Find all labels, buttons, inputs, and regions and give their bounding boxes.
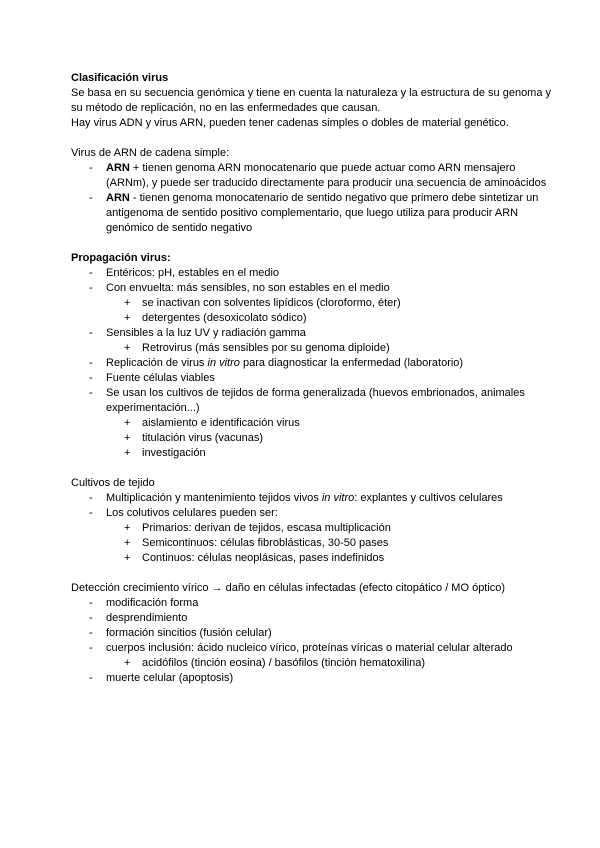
text-run: Clasificación virus [71,72,169,84]
line-text [106,611,555,626]
bullet-marker: - [89,357,93,369]
line-text [106,491,555,506]
bullet-item-level1 [71,386,555,416]
bullet-marker: + [124,552,131,564]
bullet-marker: - [89,267,93,279]
text-run: Con envuelta: más sensibles, no son estables en el medio [106,282,390,294]
bullet-item-level1 [71,266,555,281]
text-run: ARN [106,162,130,174]
text-run: Semicontinuos: células fibroblásticas, 30-50 pases [142,537,389,549]
text-run: in vitro [207,357,240,369]
text-run: in vitro [321,492,355,504]
line-text [106,356,555,371]
bullet-marker: + [124,432,131,444]
text-run: Detección crecimiento vírico → daño en células infectadas (efecto citopático / MO óptico) [71,582,506,594]
bullet-item-level2 [71,656,555,671]
bullet-item-level1 [71,671,555,686]
line-text [142,296,555,311]
heading-text [71,252,171,264]
line-text [142,536,555,551]
text-run: aislamiento e identificación virus [142,417,300,429]
line-text [71,147,229,159]
blank-line [71,461,555,476]
line-text [106,626,555,641]
bullet-item-level1 [71,326,555,341]
bullet-marker: - [89,492,93,504]
text-run: titulación virus (vacunas) [142,432,264,444]
line-text [106,191,555,236]
text-run: Propagación virus: [71,252,171,264]
paragraph [71,581,555,596]
line-text [71,117,509,129]
text-run: Entéricos: pH, estables en el medio [106,267,280,279]
bullet-item-level1 [71,641,555,656]
text-run: detergentes (desoxicolato sódico) [142,312,307,324]
text-run: desprendimiento [106,612,188,624]
text-run: Los colutivos celulares pueden ser: [106,507,278,519]
text-run: Se usan los cultivos de tejidos de forma generalizada (huevos embrionados, animales experimentación...) [106,387,525,414]
blank-line [71,131,555,146]
line-text [142,521,555,536]
text-run: acidófilos (tinción eosina) / basófilos (tinción hematoxilina) [142,657,426,669]
bullet-marker: + [124,537,131,549]
bullet-item-level2 [71,551,555,566]
line-text [106,386,555,416]
paragraph [71,116,555,131]
bullet-marker: + [124,657,131,669]
bullet-item-level2 [71,521,555,536]
text-run: Se basa en su secuencia genómica y tiene en cuenta la naturaleza y la estructura de su genoma y su método de replicación, no en las enfermedades que causan. [71,87,552,114]
text-run: Continuos: células neoplásicas, pases indefinidos [142,552,385,564]
bullet-item-level1 [71,506,555,521]
section-heading [71,251,555,266]
bullet-item-level1 [71,491,555,506]
text-run: cuerpos inclusión: ácido nucleico vírico, proteínas víricas o material celular alterado [106,642,513,654]
text-run: se inactivan con solventes lipídicos (cloroformo, éter) [142,297,401,309]
line-text [142,656,555,671]
text-run: formación sincitios (fusión celular) [106,627,272,639]
text-run: Primarios: derivan de tejidos, escasa multiplicación [142,522,391,534]
bullet-marker: + [124,522,131,534]
line-text [142,551,555,566]
text-run: Retrovirus (más sensibles por su genoma diploide) [142,342,390,354]
bullet-item-level1 [71,371,555,386]
bullet-item-level1 [71,281,555,296]
bullet-item-level1 [71,356,555,371]
bullet-marker: + [124,342,131,354]
text-run: - tienen genoma monocatenario de sentido negativo que primero debe sintetizar un antigenoma de sentido positivo complementario, que luego utiliza para producir ARN genómico de sentido negativo [106,192,539,234]
bullet-marker: - [89,327,93,339]
bullet-item-level2 [71,536,555,551]
bullet-marker: + [124,447,131,459]
line-text [71,477,155,489]
bullet-item-level2 [71,416,555,431]
text-run: muerte celular (apoptosis) [106,672,234,684]
line-text [106,371,555,386]
line-text [142,311,555,326]
text-run: Hay virus ADN y virus ARN, pueden tener cadenas simples o dobles de material genético. [71,117,509,129]
line-text [71,87,551,114]
bullet-item-level2 [71,446,555,461]
bullet-marker: - [89,672,93,684]
bullet-item-level2 [71,296,555,311]
bullet-item-level1 [71,161,555,191]
text-run: Cultivos de tejido [71,477,155,489]
bullet-marker: - [89,387,93,399]
line-text [142,446,555,461]
text-run: modificación forma [106,597,199,609]
line-text [142,341,555,356]
line-text [106,326,555,341]
line-text [106,641,555,656]
line-text [106,161,555,191]
bullet-marker: - [89,597,93,609]
bullet-marker: + [124,417,131,429]
bullet-marker: - [89,612,93,624]
line-text [142,416,555,431]
heading-text [71,72,168,84]
bullet-marker: - [89,162,93,174]
bullet-marker: - [89,372,93,384]
paragraph [71,476,555,491]
bullet-marker: - [89,627,93,639]
blank-line [71,566,555,581]
bullet-marker: + [124,297,131,309]
bullet-item-level2 [71,311,555,326]
bullet-item-level2 [71,431,555,446]
text-run: Fuente células viables [106,372,215,384]
paragraph [71,146,555,161]
text-run: Virus de ARN de cadena simple: [71,147,230,159]
blank-line [71,236,555,251]
bullet-marker: - [89,282,93,294]
bullet-item-level1 [71,596,555,611]
bullet-item-level2 [71,341,555,356]
line-text [106,506,555,521]
line-text [71,582,505,594]
text-run: Sensibles a la luz UV y radiación gamma [106,327,306,339]
text-run: para diagnosticar la enfermedad (laboratorio) [239,357,464,369]
bullet-marker: - [89,192,93,204]
bullet-item-level1 [71,611,555,626]
line-text [106,671,555,686]
text-run: Replicación de virus [106,357,208,369]
bullet-marker: + [124,312,131,324]
line-text [106,266,555,281]
line-text [106,596,555,611]
text-run: Multiplicación y mantenimiento tejidos vivos [106,492,322,504]
text-run: ARN [106,192,130,204]
section-heading [71,71,555,86]
bullet-marker: - [89,642,93,654]
text-run: investigación [142,447,206,459]
bullet-marker: - [89,507,93,519]
text-run: : explantes y cultivos celulares [354,492,503,504]
bullet-item-level1 [71,191,555,236]
line-text [106,281,555,296]
bullet-item-level1 [71,626,555,641]
text-run: + tienen genoma ARN monocatenario que puede actuar como ARN mensajero (ARNm), y puede ser traducido directamente para producir una secuencia de aminoácidos [106,162,547,189]
paragraph [71,86,555,116]
line-text [142,431,555,446]
